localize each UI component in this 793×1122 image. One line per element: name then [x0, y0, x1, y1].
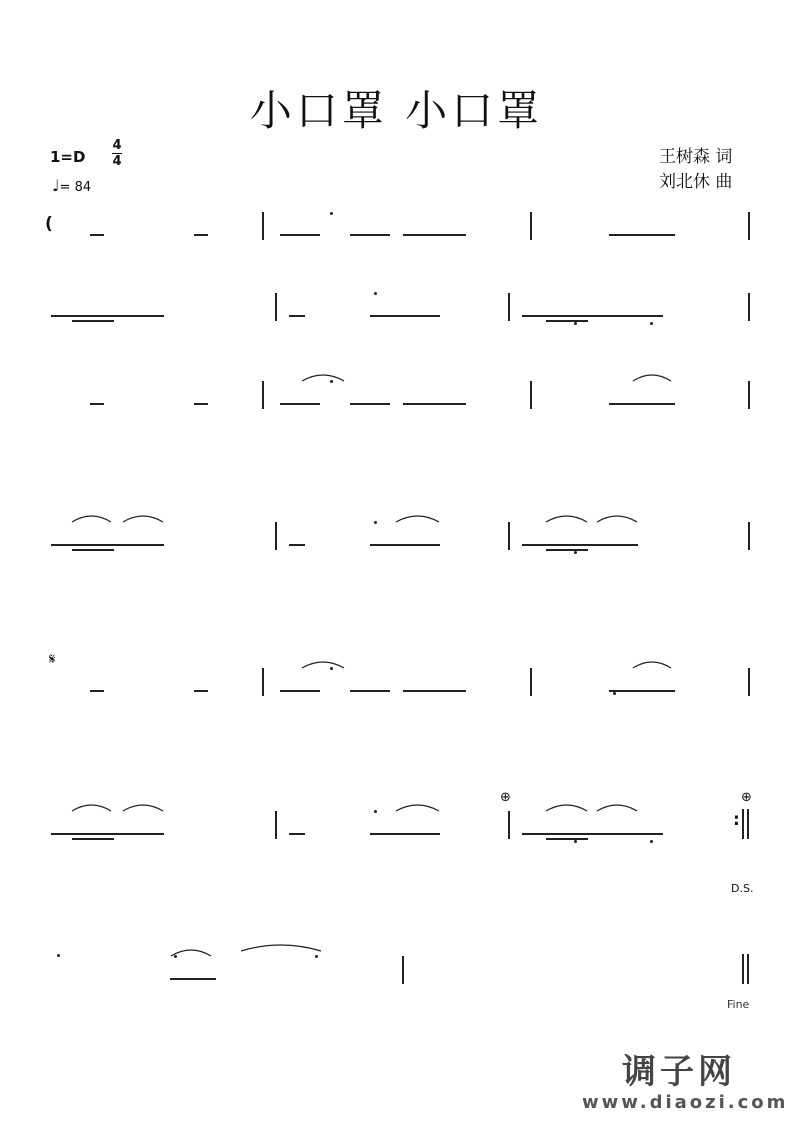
underline-beam [609, 690, 675, 692]
octave-dot [574, 551, 577, 554]
octave-dot [574, 322, 577, 325]
underline-beam [609, 234, 675, 236]
slur [395, 802, 440, 812]
slur [170, 947, 212, 957]
barline [748, 668, 750, 696]
slur [545, 513, 588, 523]
barline [262, 212, 264, 240]
slur [71, 802, 112, 812]
underline-beam [90, 690, 104, 692]
underline-beam [370, 315, 440, 317]
octave-dot [650, 840, 653, 843]
octave-dot [57, 954, 60, 957]
underline-beam [90, 403, 104, 405]
lyricist: 王树森 词 [659, 147, 733, 167]
underline-beam [403, 234, 466, 236]
octave-dot [330, 212, 333, 215]
underline-beam [350, 690, 390, 692]
barline [530, 381, 532, 409]
underline-beam [350, 234, 390, 236]
octave-dot [650, 322, 653, 325]
open-paren: ( [45, 214, 53, 234]
octave-dot [374, 292, 377, 295]
barline [275, 522, 277, 550]
slur [301, 659, 345, 669]
barline [748, 212, 750, 240]
octave-dot [315, 955, 318, 958]
underline-beam [280, 234, 320, 236]
underline-beam [51, 544, 164, 546]
page-title: 小口罩 小口罩 [249, 86, 544, 135]
underline-beam [289, 315, 305, 317]
coda-icon-left: ⊕ [500, 790, 511, 805]
slur [301, 372, 345, 382]
barline [742, 809, 744, 839]
barline [262, 381, 264, 409]
barline [748, 381, 750, 409]
slur [395, 513, 440, 523]
barline [275, 293, 277, 321]
slur [122, 513, 164, 523]
underline-beam [350, 403, 390, 405]
barline [508, 293, 510, 321]
underline-beam [90, 234, 104, 236]
watermark-logo: 调子网 [622, 1052, 736, 1092]
slur [122, 802, 164, 812]
underline-beam [280, 690, 320, 692]
time-numerator: 4 [112, 138, 122, 153]
slur [596, 802, 638, 812]
segno-icon: 𝄋 [49, 650, 56, 668]
underline-beam [522, 315, 663, 317]
ds-marking: D.S. [731, 882, 754, 895]
octave-dot [374, 521, 377, 524]
underline-beam [546, 320, 588, 322]
barline [747, 809, 749, 839]
barline [508, 522, 510, 550]
slur [545, 802, 588, 812]
octave-dot [613, 692, 616, 695]
slur [71, 513, 112, 523]
underline-beam [280, 403, 320, 405]
tempo-marking [52, 176, 91, 195]
underline-beam [370, 833, 440, 835]
barline [747, 954, 749, 984]
slur [632, 659, 672, 669]
quarter-note-icon: ♩ [52, 176, 60, 195]
underline-beam [403, 403, 466, 405]
barline [402, 956, 404, 984]
underline-beam [72, 549, 114, 551]
underline-beam [370, 544, 440, 546]
slur [596, 513, 638, 523]
underline-beam [403, 690, 466, 692]
underline-beam [609, 403, 675, 405]
underline-beam [72, 838, 114, 840]
barline [275, 811, 277, 839]
slur [632, 372, 672, 382]
underline-beam [194, 690, 208, 692]
repeat-colon: : [733, 810, 740, 830]
composer: 刘北休 曲 [659, 172, 733, 192]
underline-beam [72, 320, 114, 322]
octave-dot [574, 840, 577, 843]
tempo-value: = 84 [59, 180, 92, 195]
fine-marking: Fine [727, 998, 750, 1011]
slur [240, 942, 322, 952]
underline-beam [51, 833, 164, 835]
watermark-url: www.diaozi.com [582, 1092, 789, 1113]
key-signature: 1=D [50, 148, 86, 166]
time-denominator: 4 [112, 154, 122, 169]
underline-beam [194, 234, 208, 236]
barline [508, 811, 510, 839]
barline [530, 212, 532, 240]
barline [748, 293, 750, 321]
underline-beam [546, 549, 588, 551]
underline-beam [522, 833, 663, 835]
coda-icon-right: ⊕ [741, 790, 752, 805]
underline-beam [522, 544, 638, 546]
underline-beam [289, 544, 305, 546]
underline-beam [170, 978, 216, 980]
barline [262, 668, 264, 696]
barline [748, 522, 750, 550]
underline-beam [546, 838, 588, 840]
barline [742, 954, 744, 984]
octave-dot [374, 810, 377, 813]
time-signature [112, 139, 122, 168]
underline-beam [289, 833, 305, 835]
underline-beam [194, 403, 208, 405]
underline-beam [51, 315, 164, 317]
barline [530, 668, 532, 696]
